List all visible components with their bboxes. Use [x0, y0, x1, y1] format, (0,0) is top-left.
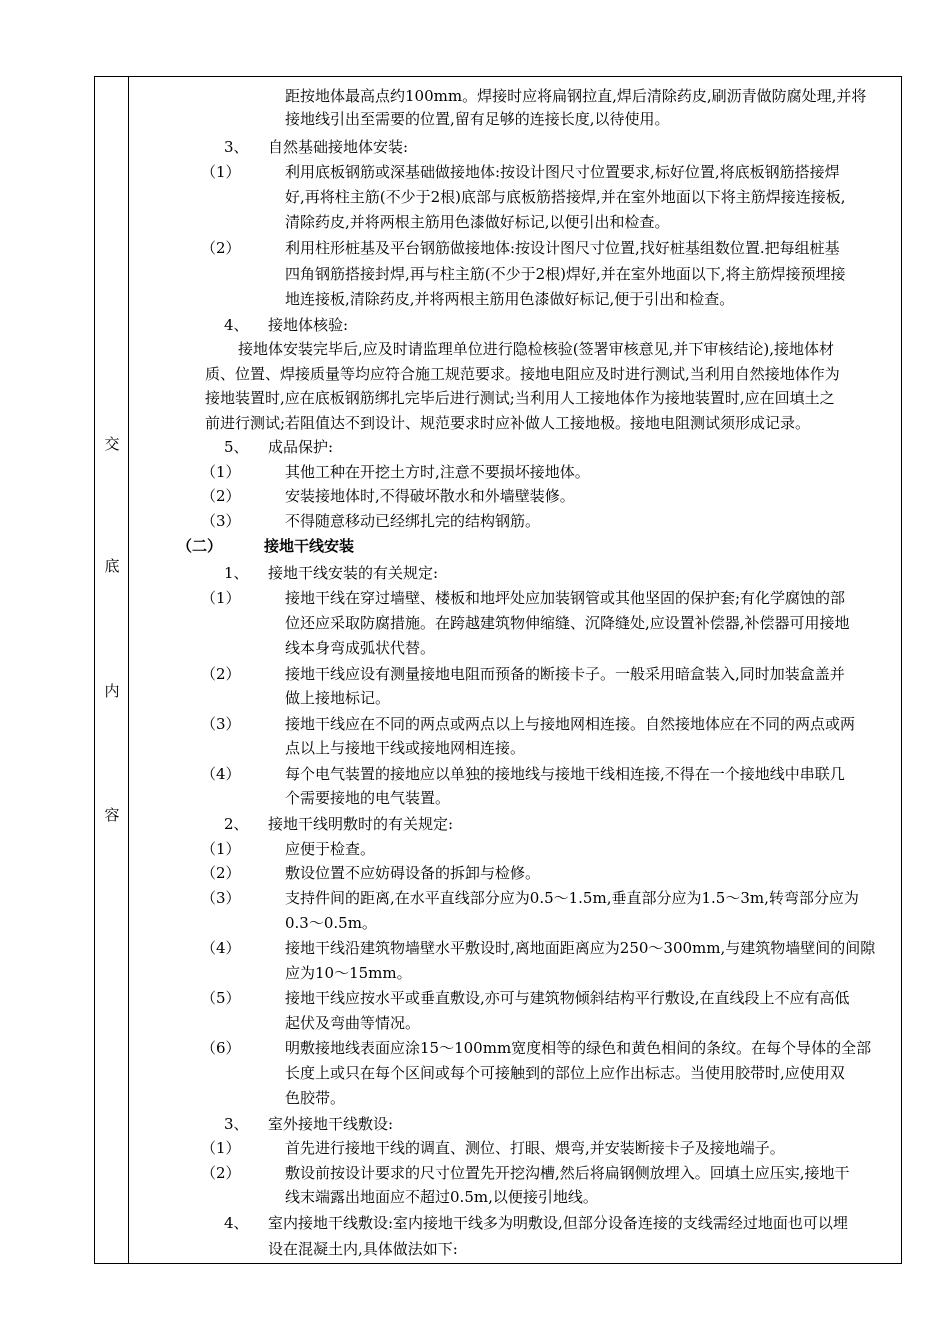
text-line: 好,再将柱主筋(不少于2根)底部与底板筋搭接焊,并在室外地面以下将主筋焊接连接板, — [285, 188, 846, 206]
text-line: 明敷接地线表面应涂15～100mm宽度相等的绿色和黄色相间的条纹。在每个导体的全部 — [285, 1039, 872, 1057]
text-line: 室外接地干线敷设: — [268, 1115, 394, 1133]
text-line: 做上接地标记。 — [285, 689, 391, 707]
side-label-char: 交 — [104, 435, 120, 453]
text-line: 前进行测试;若阻值达不到设计、规范要求时应补做人工接地极。接地电阻测试须形成记录。 — [205, 414, 811, 432]
item-number: （3） — [201, 889, 241, 907]
item-number: 3、 — [224, 1115, 249, 1133]
text-line: 设在混凝土内,具体做法如下: — [268, 1240, 458, 1258]
content-area — [129, 77, 901, 1263]
text-line: 接地线引出至需要的位置,留有足够的连接长度,以待使用。 — [285, 110, 670, 128]
item-number: 4、 — [224, 316, 249, 334]
text-line: 利用底板钢筋或深基础做接地体:按设计图尺寸位置要求,标好位置,将底板钢筋搭接焊 — [285, 163, 840, 181]
text-line: 四角钢筋搭接封焊,再与柱主筋(不少于2根)焊好,并在室外地面以下,将主筋焊接预埋接 — [285, 265, 846, 283]
item-number: 4、 — [224, 1214, 249, 1232]
item-number: （1） — [201, 1139, 241, 1157]
item-number: （4） — [201, 939, 241, 957]
side-label-column — [95, 77, 129, 1263]
text-line: 接地装置时,应在底板钢筋绑扎完毕后进行测试;当利用人工接地体作为接地装置时,应在回填土之 — [205, 389, 835, 407]
text-line: 支持件间的距离,在水平直线部分应为0.5～1.5m,垂直部分应为1.5～3m,转弯部分应为 — [285, 889, 859, 907]
text-line: 个需要接地的电气装置。 — [285, 789, 451, 807]
item-number: （4） — [201, 765, 241, 783]
item-number: （3） — [201, 715, 241, 733]
document-table — [94, 76, 902, 1264]
text-line: 敷设前按设计要求的尺寸位置先开挖沟槽,然后将扁钢侧放埋入。回填土应压实,接地干 — [285, 1164, 850, 1182]
text-line: 地连接板,清除药皮,并将两根主筋用色漆做好标记,便于引出和检查。 — [285, 290, 735, 308]
text-line: 线末端露出地面应不超过0.5m,以便接引地线。 — [285, 1188, 598, 1206]
item-number: （1） — [201, 840, 241, 858]
text-line: 长度上或只在每个区间或每个可接触到的部位上应作出标志。当使用胶带时,应使用双 — [285, 1064, 845, 1082]
item-number: （1） — [201, 463, 241, 481]
text-line: 接地干线安装的有关规定: — [268, 564, 439, 582]
side-label-char: 内 — [104, 682, 120, 700]
text-line: 点以上与接地干线或接地网相连接。 — [285, 739, 526, 757]
text-line: 0.3～0.5m。 — [285, 914, 377, 932]
item-number: 3、 — [224, 138, 249, 156]
text-line: 清除药皮,并将两根主筋用色漆做好标记,以便引出和检查。 — [285, 213, 670, 231]
item-number: （2） — [201, 665, 241, 683]
item-number: （2） — [201, 487, 241, 505]
text-line: 色胶带。 — [285, 1089, 346, 1107]
item-number: （6） — [201, 1039, 241, 1057]
item-number: （3） — [201, 512, 241, 530]
item-number: （1） — [201, 163, 241, 181]
item-number: （5） — [201, 989, 241, 1007]
text-line: 位还应采取防腐措施。在跨越建筑物伸缩缝、沉降缝处,应设置补偿器,补偿器可用接地 — [285, 614, 850, 632]
item-number: 5、 — [224, 438, 249, 456]
section-heading: 接地干线安装 — [264, 537, 355, 555]
item-number: （2） — [201, 239, 241, 257]
text-line: 质、位置、焊接质量等均应符合施工规范要求。接地电阻应及时进行测试,当利用自然接地体作为 — [205, 365, 840, 383]
text-line: 应为10～15mm。 — [285, 964, 412, 982]
text-line: 安装接地体时,不得破坏散水和外墙壁装修。 — [285, 487, 575, 505]
item-number: （2） — [201, 1164, 241, 1182]
text-line: 线本身弯成弧状代替。 — [285, 639, 436, 657]
text-line: 利用柱形桩基及平台钢筋做接地体:按设计图尺寸位置,找好桩基组数位置.把每组桩基 — [285, 239, 840, 257]
side-label-char: 容 — [104, 806, 120, 824]
text-line: 接地体安装完毕后,应及时请监理单位进行隐检核验(签署审核意见,并下审核结论),接地体材 — [238, 340, 835, 358]
text-line: 接地干线沿建筑物墙壁水平敷设时,离地面距离应为250～300mm,与建筑物墙壁间的间隙 — [285, 939, 876, 957]
text-line: 接地干线应设有测量接地电阻而预备的断接卡子。一般采用暗盒装入,同时加装盒盖并 — [285, 665, 845, 683]
item-number: 2、 — [224, 815, 249, 833]
text-line: 起伏及弯曲等情况。 — [285, 1014, 421, 1032]
text-line: 敷设位置不应妨碍设备的拆卸与检修。 — [285, 864, 541, 882]
text-line: 首先进行接地干线的调直、测位、打眼、煨弯,并安装断接卡子及接地端子。 — [285, 1139, 785, 1157]
item-number: （二） — [177, 537, 223, 555]
text-line: 接地干线应在不同的两点或两点以上与接地网相连接。自然接地体应在不同的两点或两 — [285, 715, 856, 733]
item-number: （1） — [201, 589, 241, 607]
text-line: 成品保护: — [268, 438, 334, 456]
text-line: 每个电气装置的接地应以单独的接地线与接地干线相连接,不得在一个接地线中串联几 — [285, 765, 845, 783]
side-label-char: 底 — [104, 557, 120, 575]
item-number: 1、 — [224, 564, 249, 582]
text-line: 接地干线在穿过墙壁、楼板和地坪处应加装钢管或其他坚固的保护套;有化学腐蚀的部 — [285, 589, 846, 607]
text-line: 其他工种在开挖土方时,注意不要损坏接地体。 — [285, 463, 590, 481]
text-line: 室内接地干线敷设:室内接地干线多为明敷设,但部分设备连接的支线需经过地面也可以埋 — [268, 1214, 848, 1232]
text-line: 不得随意移动已经绑扎完的结构钢筋。 — [285, 512, 541, 530]
text-line: 应便于检查。 — [285, 840, 376, 858]
text-line: 接地干线明敷时的有关规定: — [268, 815, 454, 833]
item-number: （2） — [201, 864, 241, 882]
text-line: 自然基础接地体安装: — [268, 138, 409, 156]
text-line: 距按地体最高点约100mm。焊接时应将扁钢拉直,焊后清除药皮,刷沥青做防腐处理,并将 — [285, 87, 867, 105]
text-line: 接地干线应按水平或垂直敷设,亦可与建筑物倾斜结构平行敷设,在直线段上不应有高低 — [285, 989, 850, 1007]
text-line: 接地体核验: — [268, 316, 349, 334]
